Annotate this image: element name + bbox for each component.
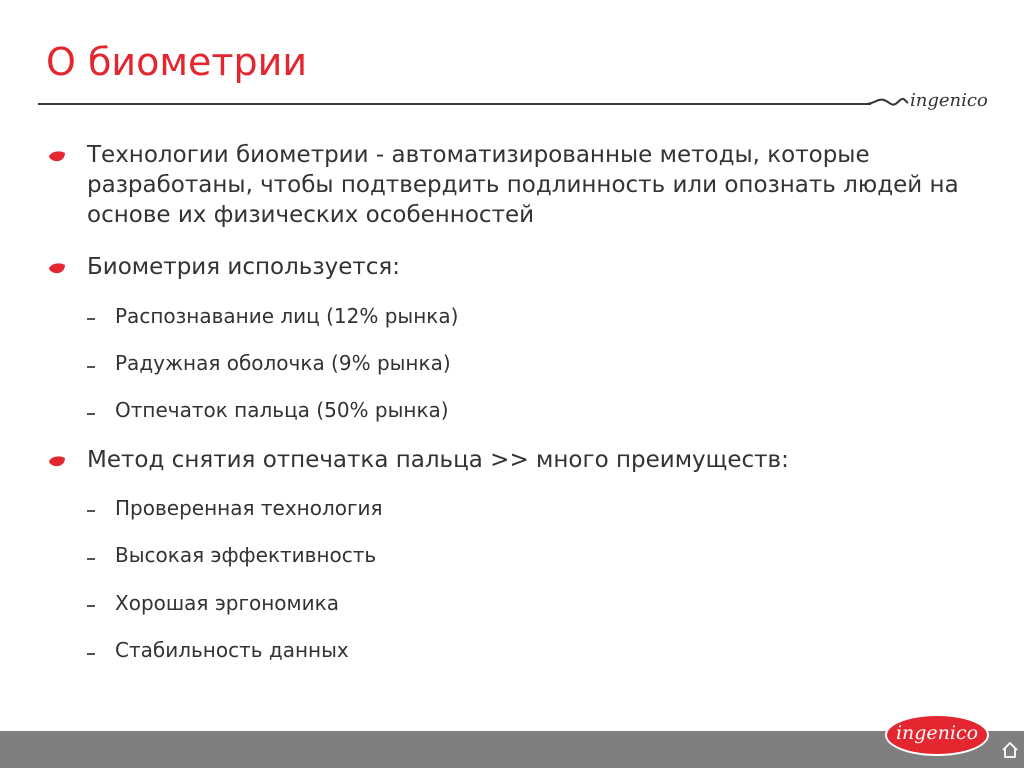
brand-signature-logo [866, 86, 996, 122]
bullet-text: Биометрия используется: [87, 254, 400, 280]
sub-bullet-text: Хорошая эргономика [115, 591, 339, 615]
sub-bullet-text: Высокая эффективность [115, 543, 377, 567]
sub-bullet-text: Проверенная технология [115, 496, 383, 520]
sub-bullet-text: Отпечаток пальца (50% рынка) [115, 398, 449, 422]
sub-bullet-dash [87, 413, 95, 415]
sub-bullet-dash [87, 558, 95, 560]
bullet-marker-icon [48, 455, 66, 467]
bullet-text: Метод снятия отпечатка пальца >> много преимуществ: [87, 447, 789, 473]
sub-bullet-text: Радужная оболочка (9% рынка) [115, 351, 451, 375]
sub-bullet-dash [87, 605, 95, 607]
sub-bullet-dash [87, 510, 95, 512]
sub-bullet-dash [87, 653, 95, 655]
sub-bullet-text: Распознавание лиц (12% рынка) [115, 304, 459, 328]
footer-logo-text: ingenico [895, 722, 979, 744]
bullet-text: Технологии биометрии - автоматизированные методы, которые разработаны, чтобы подтвердить подлинность или опознать людей на основе их физических особенностей [87, 142, 959, 228]
sub-bullet-text: Стабильность данных [115, 638, 349, 662]
sub-bullet-dash [87, 318, 95, 320]
sub-bullet-dash [87, 366, 95, 368]
footer-logo [884, 713, 990, 757]
slide-title: О биометрии [46, 40, 308, 84]
header-divider [38, 103, 871, 105]
footer-bar [0, 731, 1024, 768]
home-icon [1000, 740, 1020, 760]
brand-signature-text: ingenico [910, 90, 988, 111]
home-button[interactable] [1000, 740, 1020, 760]
bullet-marker-icon [48, 150, 66, 162]
bullet-marker-icon [48, 262, 66, 274]
